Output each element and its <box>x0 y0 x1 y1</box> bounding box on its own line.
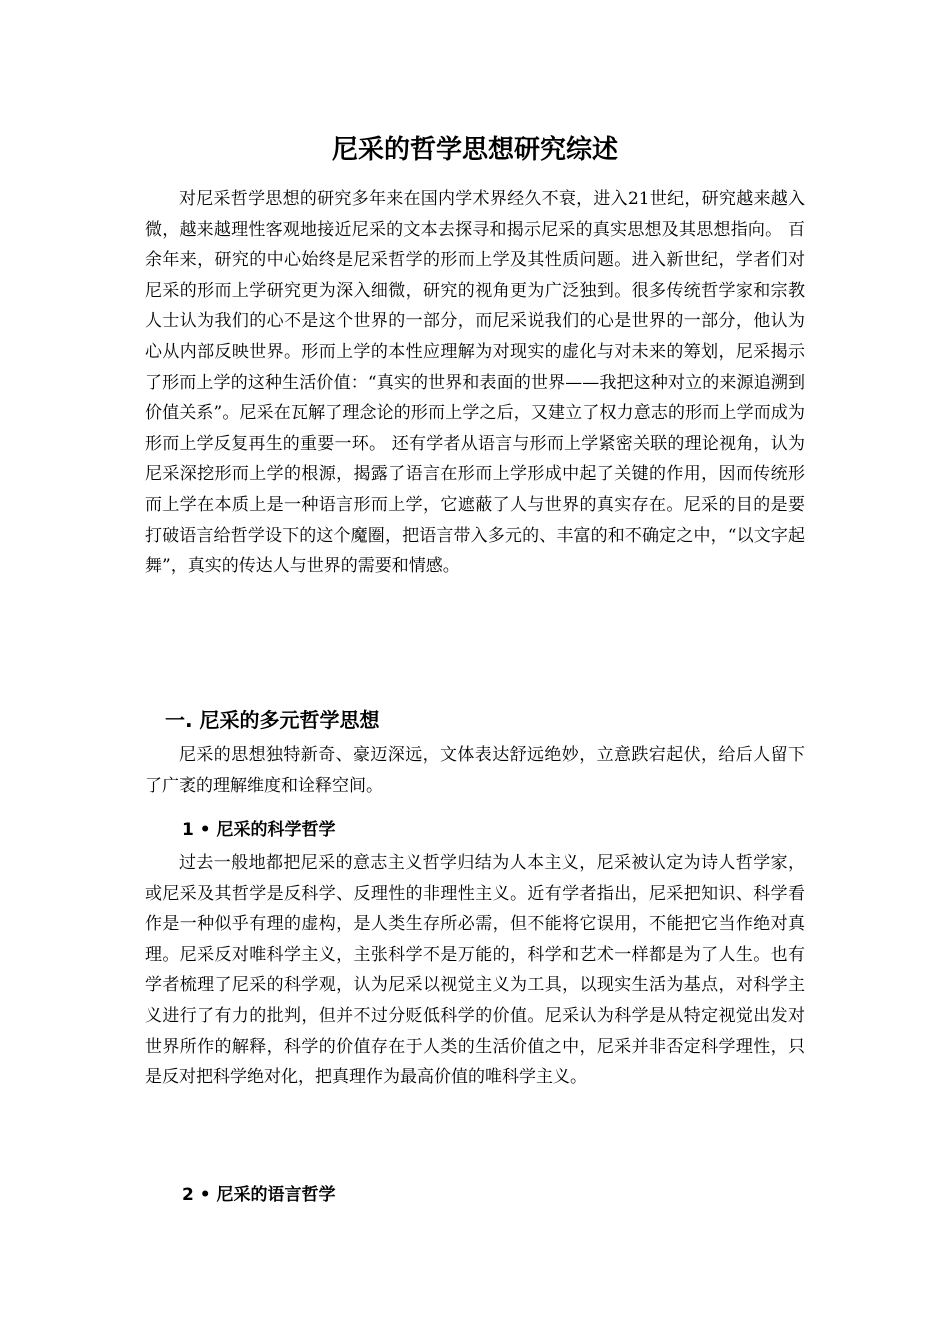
subsection-heading-language: 2 • 尼采的语言哲学 <box>182 1185 336 1205</box>
subsection-heading-science: 1 • 尼采的科学哲学 <box>182 820 336 840</box>
section-heading: 一. 尼采的多元哲学思想 <box>165 708 380 732</box>
intro-paragraph: 对尼采哲学思想的研究多年来在国内学术界经久不衰，进入21世纪，研究越来越入微，越来越理性客观地接近尼采的文本去探寻和揭示尼采的真实思想及其思想指向。 百余年来，研究的中心始终是尼采哲学的形而上学及其性质问题。进入新世纪，学者们对尼采的形而上学研究更为深入细微，研究的视角更为广泛独到。很多传统哲学家和宗教人士认为我们的心不是这个世界的一部分，而尼采说我们的心是世界的一部分，他认为心从内部反映世界。形而上学的本性应理解为对现实的虚化与对未来的筹划，尼采揭示了形而上学的这种生活价值：“真实的世界和表面的世界——我把这种对立的来源追溯到价值关系”。尼采在瓦解了理念论的形而上学之后，又建立了权力意志的形而上学而成为形而上学反复再生的重要一环。 还有学者从语言与形而上学紧密关联的理论视角，认为尼采深挖形而上学的根源，揭露了语言在形而上学形成中起了关键的作用，因而传统形而上学在本质上是一种语言形而上学，它遮蔽了人与世界的真实存在。尼采的目的是要打破语言给哲学设下的这个魔圈，把语言带入多元的、丰富的和不确定之中，“以文字起舞”，真实的传达人与世界的需要和情感。 <box>145 189 805 577</box>
section-intro-paragraph: 尼采的思想独特新奇、豪迈深远，文体表达舒远绝妙，立意跌宕起伏，给后人留下了广袤的理解维度和诠释空间。 <box>145 745 805 796</box>
page-title: 尼采的哲学思想研究综述 <box>331 135 618 165</box>
science-paragraph: 过去一般地都把尼采的意志主义哲学归结为人本主义，尼采被认定为诗人哲学家，或尼采及其哲学是反科学、反理性的非理性主义。近有学者指出，尼采把知识、科学看作是一种似乎有理的虚构，是人类生存所必需，但不能将它误用，不能把它当作绝对真理。尼采反对唯科学主义，主张科学不是万能的，科学和艺术一样都是为了人生。也有学者梳理了尼采的科学观，认为尼采以视觉主义为工具，以现实生活为基点，对科学主义进行了有力的批判，但并不过分贬低科学的价值。尼采认为科学是从特定视觉出发对世界所作的解释，科学的价值存在于人类的生活价值之中，尼采并非否定科学理性，只是反对把科学绝对化，把真理作为最高价值的唯科学主义。 <box>145 853 805 1088</box>
